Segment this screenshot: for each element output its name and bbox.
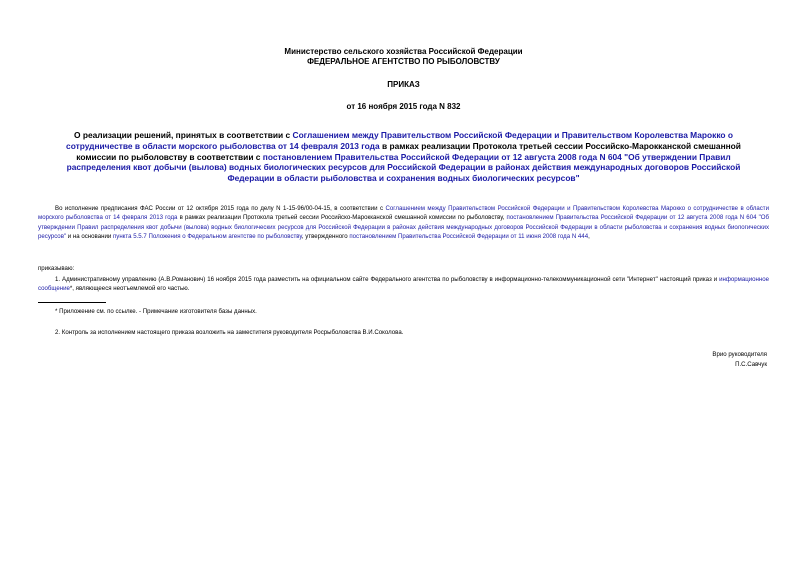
preamble-text-1: Во исполнение предписания ФАС России от 12 октября 2015 года по делу N 1-15-96/00-04-15, в соответствии с — [55, 205, 386, 212]
preamble-agreement-link[interactable]: Соглашением между Правительством Российской Федерации и Правительством Королевства Марокко о сотрудничестве в области морского рыболовства от 14 февраля 2013 года — [38, 205, 770, 222]
order-item-1 — [38, 275, 769, 294]
ministry-name: Министерство сельского хозяйства Российской Федерации — [284, 47, 523, 56]
preamble-text-2: в рамках реализации Протокола третьей сессии Российско-Марокканской смешанной комиссии по рыболовству, — [177, 214, 507, 222]
title-text-2: в рамках реализации Протокола третьей сессии Российско-Марокканской смешанной комиссии по рыболовству в соответствии с — [76, 140, 741, 162]
title-text-1: О реализации решений, принятых в соответствии с — [74, 130, 293, 140]
footnote-divider — [38, 302, 106, 303]
agreement-link[interactable]: Соглашением между Правительством Российской Федерации и Правительством Королевства Марокко о сотрудничестве в области морского рыболовства от 14 февраля 2013 года — [66, 130, 733, 151]
item1-text-2: *, являющееся неотъемлемой его частью. — [69, 285, 190, 293]
decree-604-link[interactable]: постановлением Правительства Российской Федерации от 12 августа 2008 года N 604 "Об утверждении Правил распределения квот добычи (вылова) водных биологических ресурсов для Российской Федерации в районах действия международных договоров Российской Федерации в области рыболовства и сохранения водных биологических ресурсов" — [66, 151, 741, 184]
signature-name: П.С.Савчук — [735, 361, 767, 368]
document-date: от 16 ноября 2015 года N 832 — [346, 102, 461, 111]
footnote: * Приложение см. по ссылке. - Примечание изготовителя базы данных. — [55, 308, 257, 315]
document-title — [50, 130, 757, 184]
item1-text-1: 1. Административному управлению (А.В.Романович) 16 ноября 2015 года разместить на официальном сайте Федерального агентства по рыболовству в информационно-телекоммуникационной сети "Интернет" настоящий приказ и — [55, 276, 720, 283]
agency-name: ФЕДЕРАЛЬНОЕ АГЕНТСТВО ПО РЫБОЛОВСТВУ — [307, 57, 500, 66]
preamble-paragraph — [38, 204, 769, 241]
order-word: приказываю: — [38, 265, 75, 272]
order-item-2: 2. Контроль за исполнением настоящего приказа возложить на заместителя руководителя Росрыболовства В.И.Соколова. — [55, 329, 404, 336]
document-type: ПРИКАЗ — [387, 80, 420, 89]
preamble-text-3: и на основании — [66, 232, 113, 240]
preamble-decree-604-link[interactable]: постановлением Правительства Российской Федерации от 12 августа 2008 года N 604 "Об утверждении Правил распределения квот добычи (вылова) водных биологических ресурсов для Российской Федерации в районах действия международных договоров Российской Федерации в области рыболовства и сохранения водных биологических ресурсов" — [38, 214, 770, 240]
regulation-clause-link[interactable]: пункта 5.5.7 Положения о Федеральном агентстве по рыболовству — [112, 232, 302, 240]
decree-444-link[interactable]: постановлением Правительства Российской Федерации от 11 июня 2008 года N 444 — [349, 232, 589, 240]
preamble-text-4: , утвержденного — [301, 232, 350, 240]
preamble-text-5: , — [588, 232, 590, 240]
signature-position: Врио руководителя — [712, 351, 767, 358]
info-message-link[interactable]: информационное сообщение — [38, 276, 769, 293]
